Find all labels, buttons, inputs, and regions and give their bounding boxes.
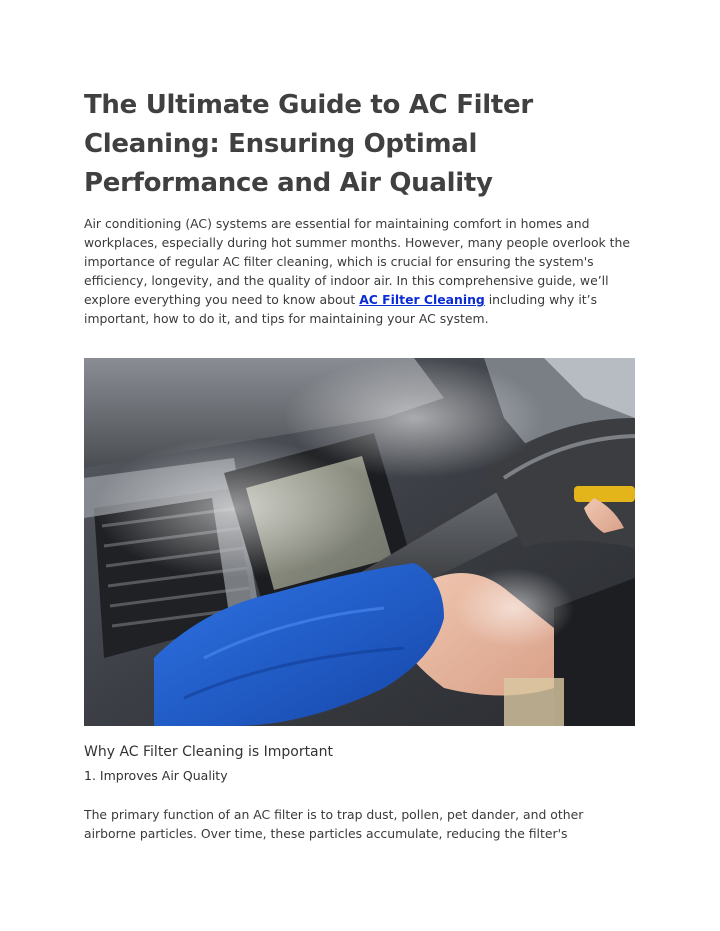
intro-text-start: Air conditioning (AC) systems are essential for maintaining comfort in homes and workplaces, especially during hot summer months. However, many people overlook the importance of regular AC filter cleaning, which is crucial for ensuring the system's efficiency, longevity, and the quality of indoor air. In this comprehensive guide, we’ll explore everything you need to know about [84, 216, 631, 307]
subsection-heading: 1. Improves Air Quality [84, 768, 228, 783]
section-paragraph: The primary function of an AC filter is to trap dust, pollen, pet dander, and other airborne particles. Over time, these particles accumulate, reducing the filter's [84, 807, 584, 841]
intro-text-end: including why it’s important, how to do it, and tips for maintaining your AC system. [84, 292, 598, 326]
page-title: The Ultimate Guide to AC Filter Cleaning: Ensuring Optimal Performance and Air Quality [84, 90, 533, 198]
section-heading: Why AC Filter Cleaning is Important [84, 744, 333, 760]
ac-vent-cleaning-photo [84, 358, 635, 726]
intro-paragraph [84, 214, 636, 328]
ac-filter-cleaning-link[interactable]: AC Filter Cleaning [359, 292, 485, 307]
